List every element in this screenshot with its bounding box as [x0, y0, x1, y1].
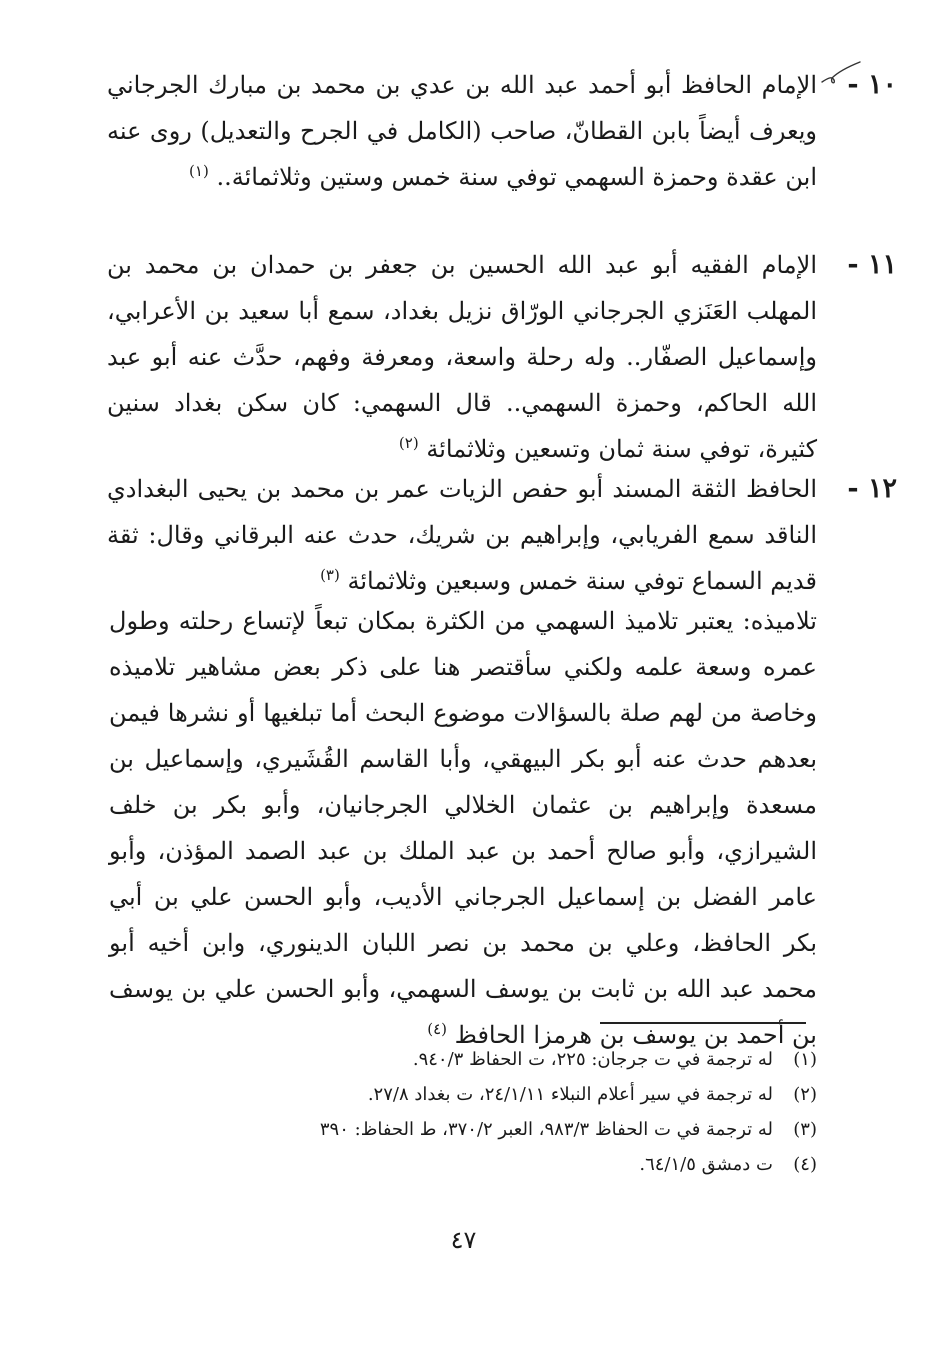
footnote-reference: (٣) — [320, 566, 340, 584]
page-number: ٤٧ — [450, 1226, 477, 1254]
footnote-number: (٤) — [793, 1154, 817, 1175]
footnote-text: له ترجمة في سير أعلام النبلاء ٢٤/١/١١، ت بغداد ٢٧/٨. — [367, 1084, 773, 1105]
footnote-text: ت دمشق ٦٤/١/٥. — [639, 1154, 773, 1175]
students-paragraph: تلاميذه: يعتبر تلاميذ السهمي من الكثرة بمكان تبعاً لإتساع رحلته وطول عمره وسعة علمه ولكني سأقتصر هنا على ذكر بعض مشاهير تلاميذه وخاصة من لهم صلة بالسؤالات موضوع البحث أما تبلغيها أو نشرها فيمن بعدهم حدث عنه أبو بكر البيهقي، وأبا القاسم القُشَيري، وإسماعيل بن مسعدة وإبراهيم بن عثمان الخلالي الجرجانيان، وأبو بكر بن خلف الشيرازي، وأبو صالح أحمد بن عبد الملك بن عبد الصمد المؤذن، وأبو عامر الفضل بن إسماعيل الجرجاني الأديب، وأبو الحسن علي بن أبي بكر الحافظ، وعلي بن محمد بن نصر اللبان الدينوري، وابن أخيه أبو محمد عبد الله بن ثابت بن يوسف السهمي، وأبو الحسن علي بن يوسف بن أحمد بن يوسف بن هرمزا الحافظ $^{(٤)}$ — [109, 607, 818, 1049]
footnote-separator — [600, 1022, 806, 1024]
footnote-text: له ترجمة في ت الحفاظ ٩٨٣/٣، العبر ٣٧٠/٢، ط الحفاظ: ٣٩٠ — [319, 1119, 773, 1140]
footnote — [109, 1147, 817, 1182]
biography-entry-10 — [107, 62, 897, 200]
footnote — [109, 1112, 817, 1147]
footnote-reference: (١) — [189, 162, 209, 180]
footnote-number: (٢) — [793, 1084, 817, 1105]
entry-text: الحافظ الثقة المسند أبو حفص الزيات عمر بن محمد بن يحيى البغدادي الناقد سمع الفريابي، وإبراهيم بن شريك، حدث عنه البرقاني وقال: ثقة قديم السماع توفي سنة خمس وسبعين وثلاثمائة $^{(٣)}$ — [107, 475, 817, 595]
footnote-text: له ترجمة في ت جرجان: ٢٢٥، ت الحفاظ ٩٤٠/٣. — [412, 1049, 773, 1070]
footnote — [109, 1077, 817, 1112]
entry-number: ١٢ - — [847, 473, 897, 504]
entry-text: الإمام الفقيه أبو عبد الله الحسين بن جعفر بن حمدان بن محمد بن المهلب العَنَزي الجرجاني الورّاق نزيل بغداد، سمع أبا سعيد بن الأعرابي، وإسماعيل الصفّار.. وله رحلة واسعة، ومعرفة وفهم، حدَّث عنه أبو عبد الله الحاكم، وحمزة السهمي.. قال السهمي: كان سكن بغداد سنين كثيرة، توفي سنة ثمان وتسعين وثلاثمائة $^{(٢)}$ — [107, 251, 817, 463]
biography-entry-11 — [107, 242, 897, 472]
biography-entry-12 — [107, 466, 897, 604]
footnote — [109, 1042, 817, 1077]
entry-number: ١٠ - — [847, 69, 897, 100]
entry-number: ١١ - — [847, 249, 897, 280]
footnote-reference: (٢) — [398, 434, 419, 452]
footnote-number: (٣) — [793, 1119, 817, 1140]
footnote-number: (١) — [793, 1049, 817, 1070]
footnote-reference: (٤) — [427, 1020, 448, 1038]
footnotes — [109, 1042, 817, 1182]
entry-text: الإمام الحافظ أبو أحمد عبد الله بن عدي بن محمد بن مبارك الجرجاني ويعرف أيضاً بابن القطانّ، صاحب (الكامل في الجرح والتعديل) روى عنه ابن عقدة وحمزة السهمي توفي سنة خمس وستين وثلاثمائة.. $^{(١)}$ — [107, 71, 817, 191]
